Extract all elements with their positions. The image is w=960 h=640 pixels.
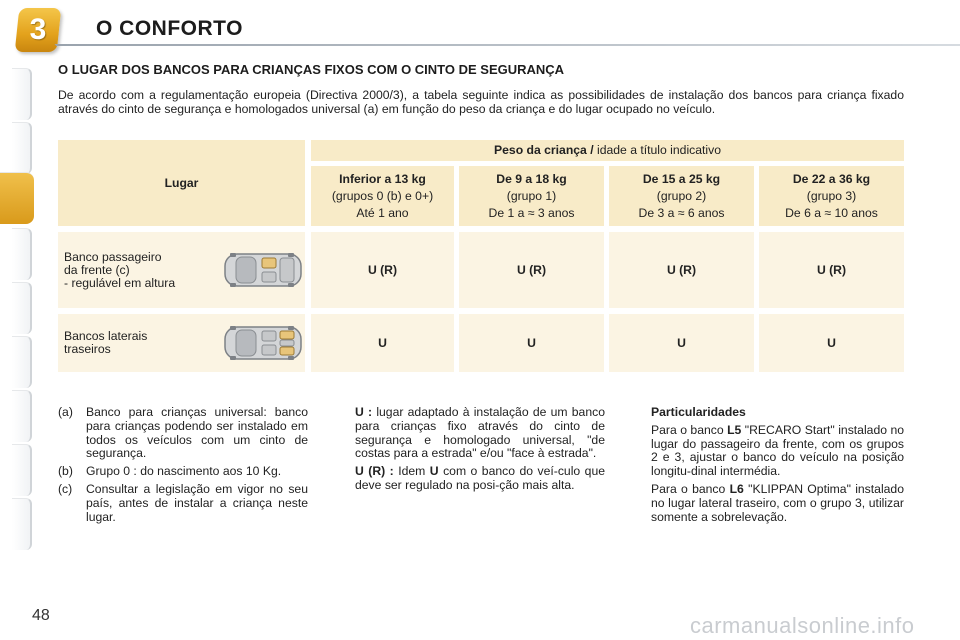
note-ur bbox=[355, 465, 605, 493]
chapter-tab-6[interactable] bbox=[12, 336, 32, 388]
chapter-tabs bbox=[0, 68, 34, 578]
column-title: De 15 a 25 kg bbox=[642, 171, 721, 186]
row-value bbox=[609, 314, 754, 372]
child-seat-table bbox=[58, 140, 904, 374]
row-label-line: Bancos laterais bbox=[64, 329, 148, 343]
row-value bbox=[459, 314, 604, 372]
row-label-rear-seats bbox=[58, 314, 305, 372]
row-value-text: U (R) bbox=[816, 263, 847, 277]
row-label-line: - regulável em altura bbox=[64, 275, 176, 290]
column-header bbox=[459, 166, 604, 226]
column-title: Inferior a 13 kg bbox=[339, 171, 426, 186]
note-key: U (R) : bbox=[355, 464, 394, 479]
column-group: (grupo 2) bbox=[656, 188, 707, 203]
note-text: Banco para crianças universal: banco para crianças podendo ser instalado em todos os veículos com um cinto de segurança. bbox=[86, 405, 308, 461]
chapter-tab-2[interactable] bbox=[12, 122, 32, 174]
column-header bbox=[311, 166, 454, 226]
car-top-view-icon bbox=[222, 324, 304, 362]
note-key: U : bbox=[355, 405, 373, 419]
column-age: De 6 a ≈ 10 anos bbox=[785, 205, 878, 220]
row-label-line: da frente (c) bbox=[64, 262, 130, 277]
intro-paragraph: De acordo com a regulamentação europeia (Directiva 2000/3), a tabela seguinte indica as possibilidades de instalação dos bancos para criança fixado através do cinto de segurança e homologados universal (a) em função do peso da criança e do lugar ocupado no veículo. bbox=[58, 88, 904, 116]
note-text: lugar adaptado à instalação de um banco para crianças fixo através do cinto de segurança e homologado universal, "de costas para a estrada" e/ou "face à estrada". bbox=[355, 405, 605, 461]
para-text: "RECARO Start" instalado no lugar do passageiro da frente, com os grupos 2 e 3, ajustar o banco do veículo na posição longitu-dinal intermédia. bbox=[651, 422, 905, 479]
para-text: Para o banco bbox=[651, 481, 730, 496]
para-text-bold: L6 bbox=[729, 481, 744, 496]
chapter-title: O CONFORTO bbox=[96, 17, 243, 40]
note-text: com o banco do veí-culo que deve ser regulado na posi-ção mais alta. bbox=[355, 464, 605, 492]
chapter-tab-7[interactable] bbox=[12, 390, 32, 442]
header-divider bbox=[60, 44, 960, 46]
para-text-bold: L5 bbox=[727, 422, 742, 437]
notes-middle bbox=[355, 406, 605, 497]
row-value bbox=[311, 314, 454, 372]
row-value bbox=[759, 232, 904, 308]
row-value-text: U bbox=[677, 336, 686, 350]
header-peso-normal: idade a título indicativo bbox=[593, 143, 721, 157]
row-value bbox=[311, 232, 454, 308]
note-item bbox=[58, 483, 308, 524]
particularidades-title: Particularidades bbox=[651, 405, 746, 419]
para-text: Para o banco bbox=[651, 422, 728, 437]
note-text: Idem bbox=[393, 464, 430, 479]
row-value-text: U bbox=[827, 336, 836, 350]
header-lugar-label: Lugar bbox=[164, 176, 199, 190]
chapter-tab-3-active[interactable] bbox=[0, 172, 34, 224]
column-title: De 22 a 36 kg bbox=[792, 171, 871, 186]
particularidades-p2 bbox=[651, 483, 904, 524]
chapter-tab-9[interactable] bbox=[12, 498, 32, 550]
header-lugar bbox=[58, 140, 305, 226]
chapter-tab-8[interactable] bbox=[12, 444, 32, 496]
column-age: Até 1 ano bbox=[356, 205, 409, 220]
particularidades-p1 bbox=[651, 424, 904, 479]
row-value bbox=[609, 232, 754, 308]
note-text-bold: U bbox=[429, 464, 439, 479]
chapter-tab-1[interactable] bbox=[12, 68, 32, 120]
row-label-front-passenger bbox=[58, 232, 305, 308]
note-text: Consultar a legislação em vigor no seu país, antes de instalar a criança neste lugar. bbox=[86, 481, 308, 524]
column-age: De 1 a ≈ 3 anos bbox=[488, 205, 575, 220]
particularidades bbox=[651, 406, 904, 528]
column-title: De 9 a 18 kg bbox=[496, 171, 567, 186]
column-age: De 3 a ≈ 6 anos bbox=[638, 205, 725, 220]
row-label-line: traseiros bbox=[64, 342, 111, 356]
column-group: (grupo 1) bbox=[506, 188, 557, 203]
note-text: Grupo 0 : do nascimento aos 10 Kg. bbox=[86, 464, 282, 479]
row-value-text: U bbox=[378, 336, 387, 350]
column-header bbox=[609, 166, 754, 226]
notes-left bbox=[58, 406, 308, 528]
note-key: (a) bbox=[58, 405, 73, 419]
car-top-view-icon bbox=[222, 251, 304, 289]
column-header bbox=[759, 166, 904, 226]
header-peso-bold: Peso da criança / bbox=[494, 143, 594, 157]
note-item bbox=[58, 465, 308, 479]
watermark: carmanualsonline.info bbox=[690, 613, 915, 638]
chapter-number: 3 bbox=[29, 13, 47, 46]
row-label-line: Banco passageiro bbox=[64, 249, 162, 264]
row-value-text: U (R) bbox=[367, 263, 398, 277]
section-title: O LUGAR DOS BANCOS PARA CRIANÇAS FIXOS COM O CINTO DE SEGURANÇA bbox=[58, 62, 565, 77]
row-value-text: U (R) bbox=[516, 263, 547, 277]
chapter-tab-5[interactable] bbox=[12, 282, 32, 334]
column-group: (grupos 0 (b) e 0+) bbox=[331, 188, 434, 203]
chapter-tab-4[interactable] bbox=[12, 228, 32, 280]
note-item bbox=[58, 406, 308, 461]
row-value-text: U (R) bbox=[666, 263, 697, 277]
note-u bbox=[355, 406, 605, 461]
header-peso bbox=[311, 140, 904, 161]
column-group: (grupo 3) bbox=[806, 188, 857, 203]
note-key: (c) bbox=[58, 481, 73, 496]
row-value-text: U bbox=[527, 336, 536, 350]
row-value bbox=[759, 314, 904, 372]
row-value bbox=[459, 232, 604, 308]
page-number: 48 bbox=[32, 607, 50, 624]
para-text: "KLIPPAN Optima" instalado no lugar lateral traseiro, com o grupo 3, utilizar somente a sobrelevação. bbox=[651, 481, 904, 524]
note-key: (b) bbox=[58, 464, 73, 479]
